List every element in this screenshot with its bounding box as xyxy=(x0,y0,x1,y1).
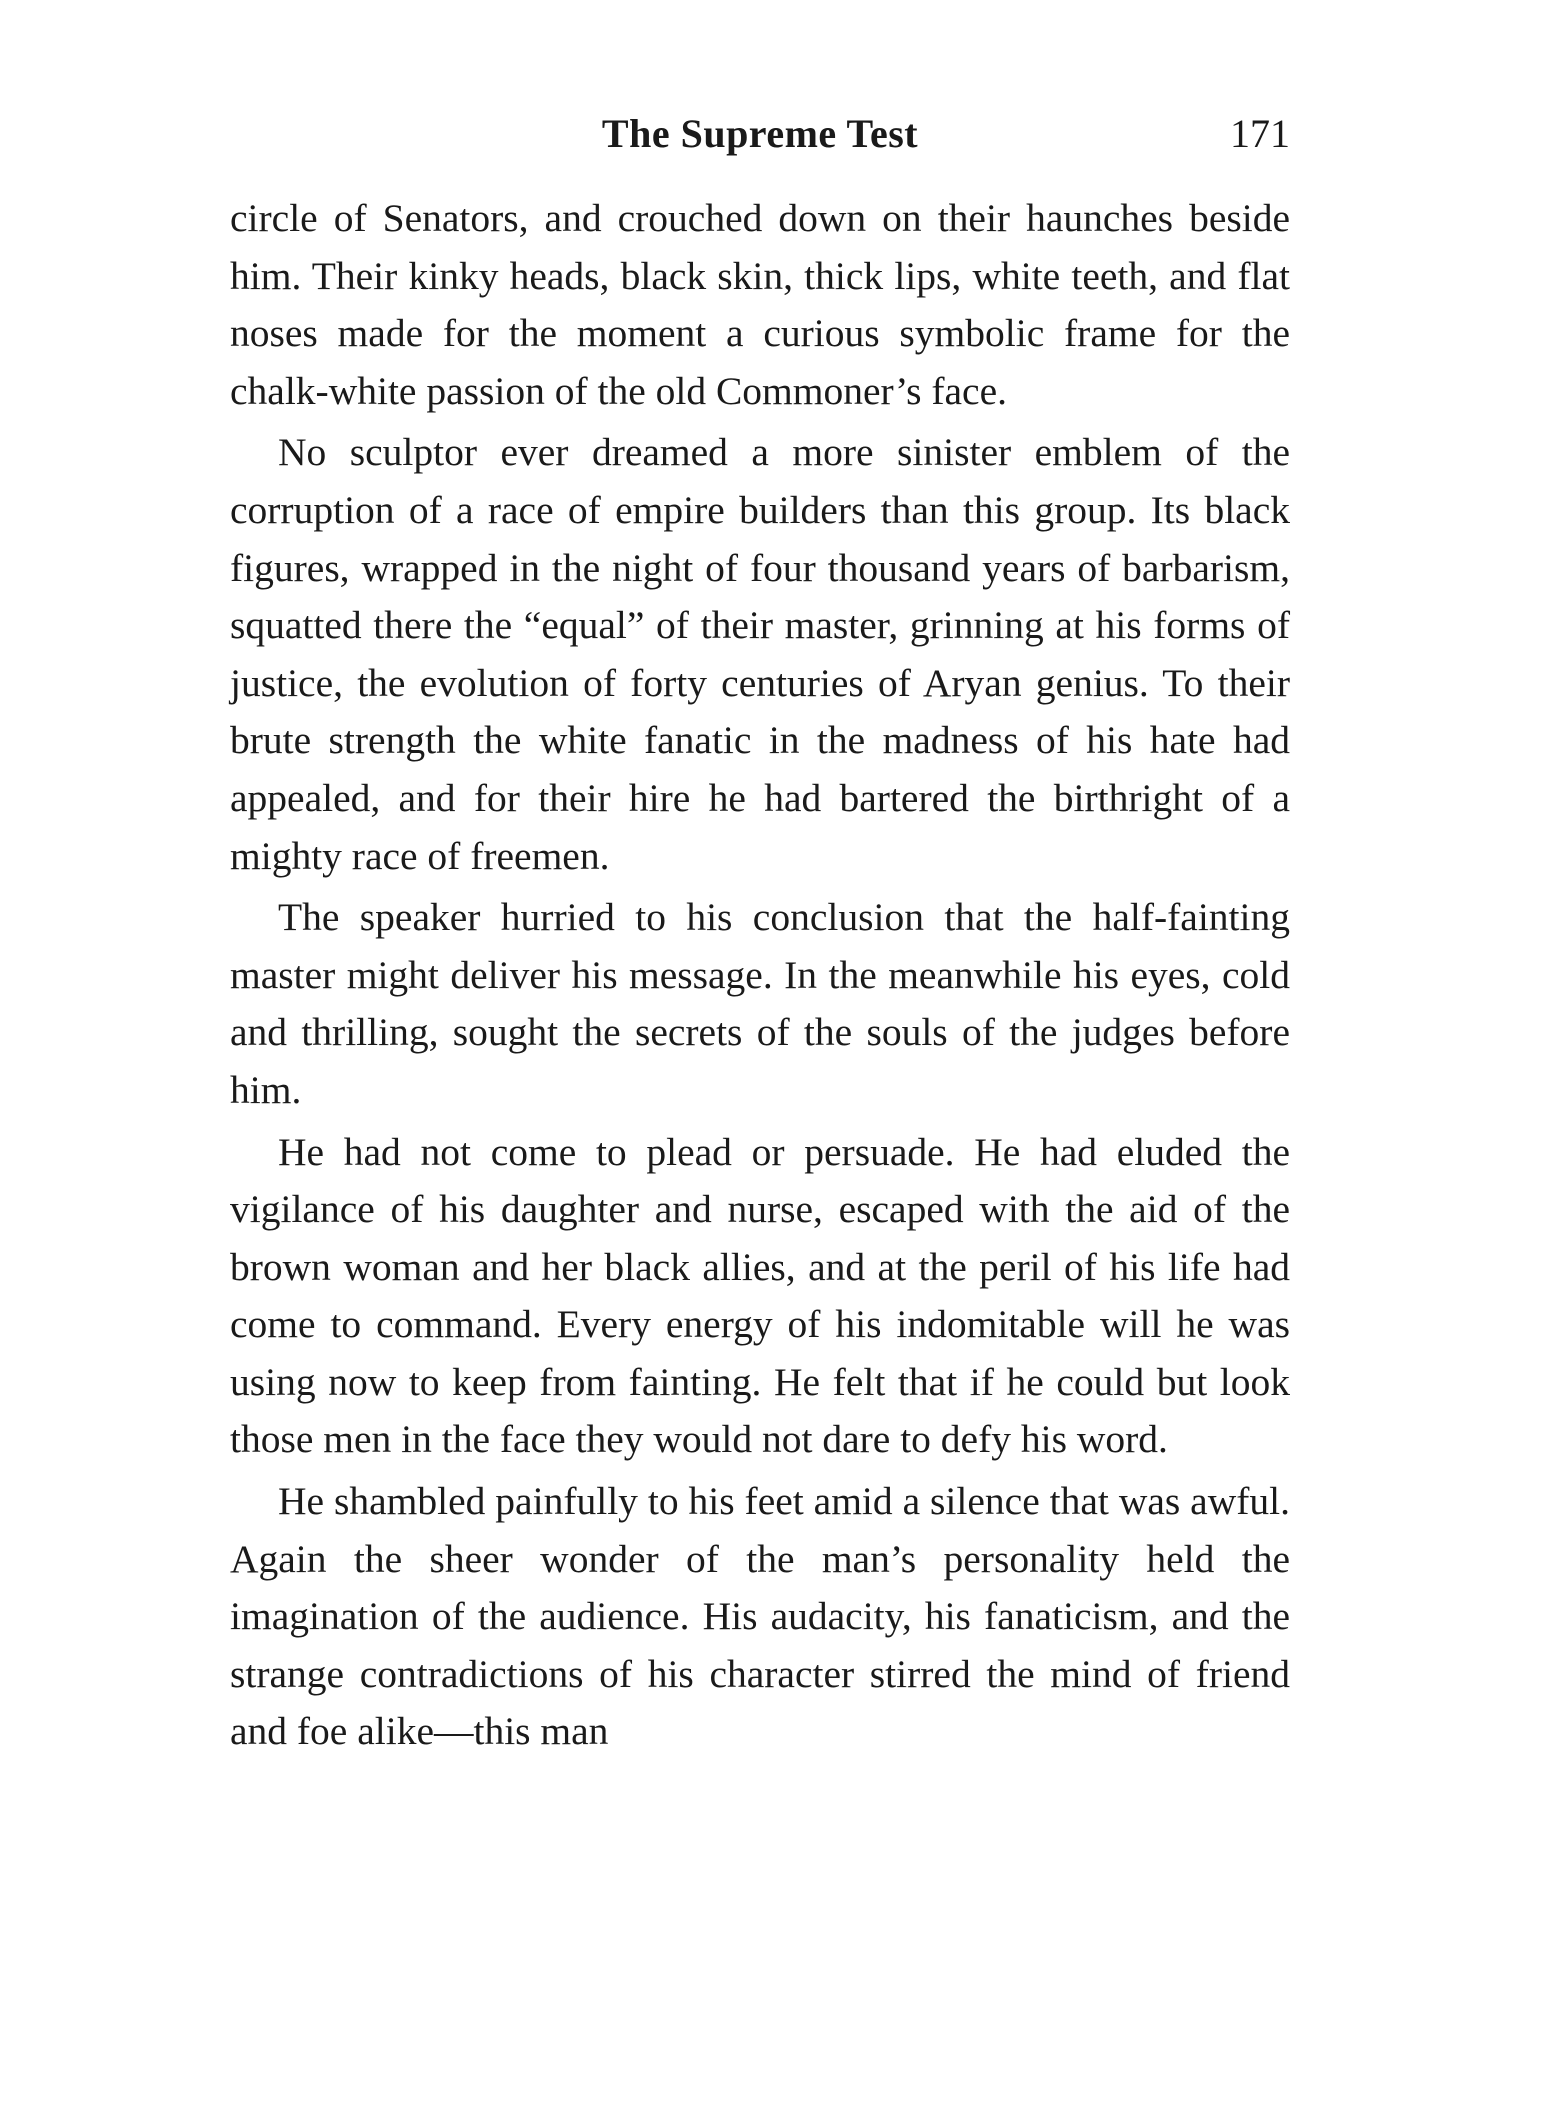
page-number: 171 xyxy=(1230,111,1290,156)
paragraph: He shambled painfully to his feet amid a silence that was awful. Again the sheer wonder of the man’s personality held the imagination of the audience. His audacity, his fanaticism, and the strange contradictions of his character stirred the mind of friend and foe alike—this man xyxy=(230,1479,1290,1754)
paragraph: He had not come to plead or persuade. He had eluded the vigilance of his daughter and nurse, escaped with the aid of the brown woman and her black allies, and at the peril of his life had come to command. Every energy of his indomitable will he was using now to keep from fainting. He felt that if he could but look those men in the face they would not dare to defy his word. xyxy=(230,1129,1290,1462)
paragraph-continued: circle of Senators, and crouched down on their haunches beside him. Their kinky heads, black skin, thick lips, white teeth, and flat noses made for the moment a curious symbolic frame for the chalk-white passion of the old Commoner’s face. xyxy=(230,196,1290,413)
paragraph: The speaker hurried to his conclusion that the half-fainting master might deliver his message. In the meanwhile his eyes, cold and thrilling, sought the secrets of the souls of the judges before him. xyxy=(230,895,1290,1112)
paragraph: No sculptor ever dreamed a more sinister emblem of the corruption of a race of empire builders than this group. Its black figures, wrapped in the night of four thousand years of barbarism, squatted there the “equal” of their master, grinning at his forms of justice, the evolution of forty centuries of Aryan genius. To their brute strength the white fanatic in the madness of his hate had appealed, and for their hire he had bartered the birthright of a mighty race of freemen. xyxy=(230,430,1290,878)
body-text xyxy=(230,190,1290,1765)
running-head xyxy=(230,110,1290,170)
running-title: The Supreme Test xyxy=(601,111,919,156)
